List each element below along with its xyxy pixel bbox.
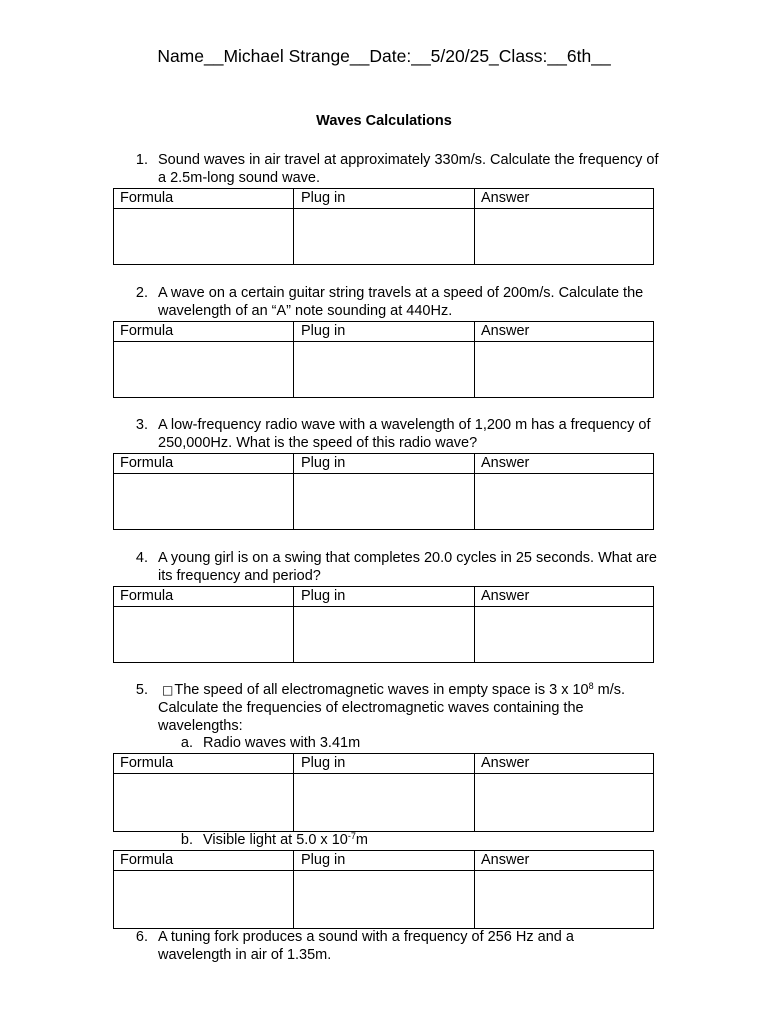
plug-in-header: Plug in [301,588,346,604]
question-5b-answer-table [113,850,654,929]
answer-header: Answer [481,455,530,471]
question-2-text: A wave on a certain guitar string travels at a speed of 200m/s. Calculate the wavelength of an “A” note sounding at 440Hz. [158,285,644,319]
question-4-answer-table [113,586,654,663]
plug-in-header: Plug in [301,852,346,868]
question-5-number: 5. [135,682,148,698]
plug-in-header: Plug in [301,190,346,206]
question-5a-answer-table [113,753,654,832]
question-5a-text: Radio waves with 3.41m [203,735,361,751]
question-5b-text: Visible light at 5.0 x $10^{-7}m$ [203,831,368,848]
formula-header: Formula [120,190,174,206]
missing-glyph-icon: □ [162,683,174,697]
question-5b-letter: b. [180,832,193,848]
question-5-text-continued: Calculate the frequencies of electromagnetic waves containing the wavelengths: [158,700,584,734]
question-1-answer-table [113,188,654,265]
answer-header: Answer [481,323,530,339]
question-6-number: 6. [135,929,148,945]
answer-header: Answer [481,755,530,771]
student-header: Name__Michael Strange__Date:__5/20/25_Class:__6th__ [157,46,611,66]
answer-header: Answer [481,588,530,604]
formula-header: Formula [120,588,174,604]
question-5a-letter: a. [180,735,193,751]
exponent: 8 [588,681,594,691]
exponent: -7 [347,831,356,841]
question-1-text: Sound waves in air travel at approximately 330m/s. Calculate the frequency of a 2.5m-long sound wave. [158,152,659,186]
question-4-number: 4. [135,550,148,566]
question-3-text: A low-frequency radio wave with a wavelength of 1,200 m has a frequency of 250,000Hz. What is the speed of this radio wave? [158,417,651,451]
formula-header: Formula [120,323,174,339]
answer-header: Answer [481,190,530,206]
worksheet-title: Waves Calculations [316,113,452,129]
question-4-text: A young girl is on a swing that completes 20.0 cycles in 25 seconds. What are its frequency and period? [158,550,657,584]
question-2-number: 2. [135,285,148,301]
formula-header: Formula [120,755,174,771]
formula-header: Formula [120,852,174,868]
formula-header: Formula [120,455,174,471]
answer-header: Answer [481,852,530,868]
plug-in-header: Plug in [301,755,346,771]
question-5-text: □The speed of all electromagnetic waves in empty space is 3 x $10^8$ m/s. [162,681,626,698]
plug-in-header: Plug in [301,323,346,339]
question-1-number: 1. [135,152,148,168]
question-3-answer-table [113,453,654,530]
plug-in-header: Plug in [301,455,346,471]
question-2-answer-table [113,321,654,398]
question-3-number: 3. [135,417,148,433]
question-6-text: A tuning fork produces a sound with a frequency of 256 Hz and a wavelength in air of 1.35m. [158,929,574,963]
